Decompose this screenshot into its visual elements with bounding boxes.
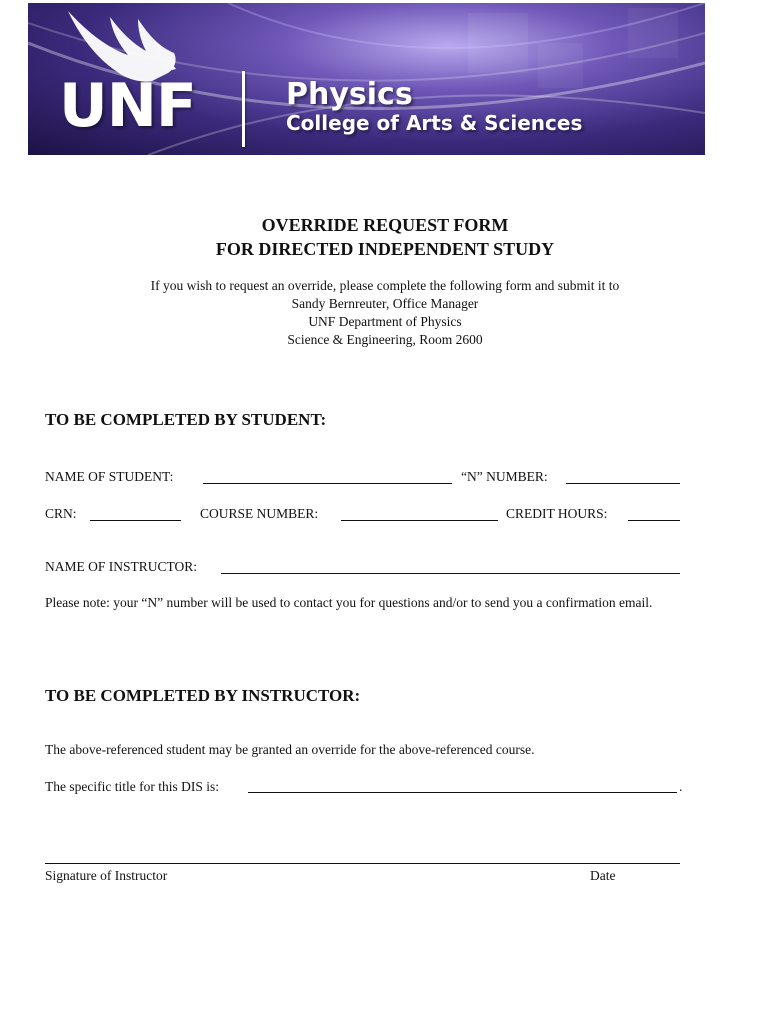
date-label: Date — [590, 868, 616, 883]
unf-logo-text: UNF — [59, 71, 196, 141]
crn-label: CRN: — [45, 506, 77, 521]
intro-room: Science & Engineering, Room 2600 — [287, 332, 483, 347]
crn-field[interactable] — [90, 520, 181, 521]
instructor-section-heading: TO BE COMPLETED BY INSTRUCTOR: — [45, 686, 361, 705]
form-subtitle: FOR DIRECTED INDEPENDENT STUDY — [215, 239, 555, 259]
instructor-name-field[interactable] — [221, 573, 680, 574]
signature-line[interactable] — [45, 863, 680, 864]
dis-title-period: . — [679, 779, 683, 794]
instructor-name-label: NAME OF INSTRUCTOR: — [45, 559, 198, 574]
department-name: Physics — [286, 77, 413, 112]
intro-contact-name: Sandy Bernreuter, Office Manager — [291, 296, 479, 311]
logo-divider — [242, 71, 245, 147]
college-name: College of Arts & Sciences — [286, 111, 583, 135]
signature-label: Signature of Instructor — [45, 868, 168, 883]
form-title: OVERRIDE REQUEST FORM — [261, 215, 509, 235]
credit-hours-field[interactable] — [628, 520, 680, 521]
course-number-field[interactable] — [341, 520, 498, 521]
dis-title-label: The specific title for this DIS is: — [45, 779, 219, 794]
override-statement: The above-referenced student may be granted an override for the above-referenced course. — [45, 742, 535, 757]
student-name-field[interactable] — [203, 483, 452, 484]
intro-department: UNF Department of Physics — [308, 314, 462, 329]
intro-text: If you wish to request an override, please complete the following form and submit it to — [150, 278, 620, 293]
n-number-field[interactable] — [566, 483, 680, 484]
n-number-label: “N” NUMBER: — [461, 469, 548, 484]
dis-title-field[interactable] — [248, 792, 677, 793]
n-number-note: Please note: your “N” number will be used to contact you for questions and/or to send you a confirmation email. — [45, 595, 653, 610]
credit-hours-label: CREDIT HOURS: — [506, 506, 608, 521]
student-name-label: NAME OF STUDENT: — [45, 469, 174, 484]
student-section-heading: TO BE COMPLETED BY STUDENT: — [45, 410, 327, 429]
header-banner — [28, 3, 705, 155]
course-number-label: COURSE NUMBER: — [200, 506, 319, 521]
